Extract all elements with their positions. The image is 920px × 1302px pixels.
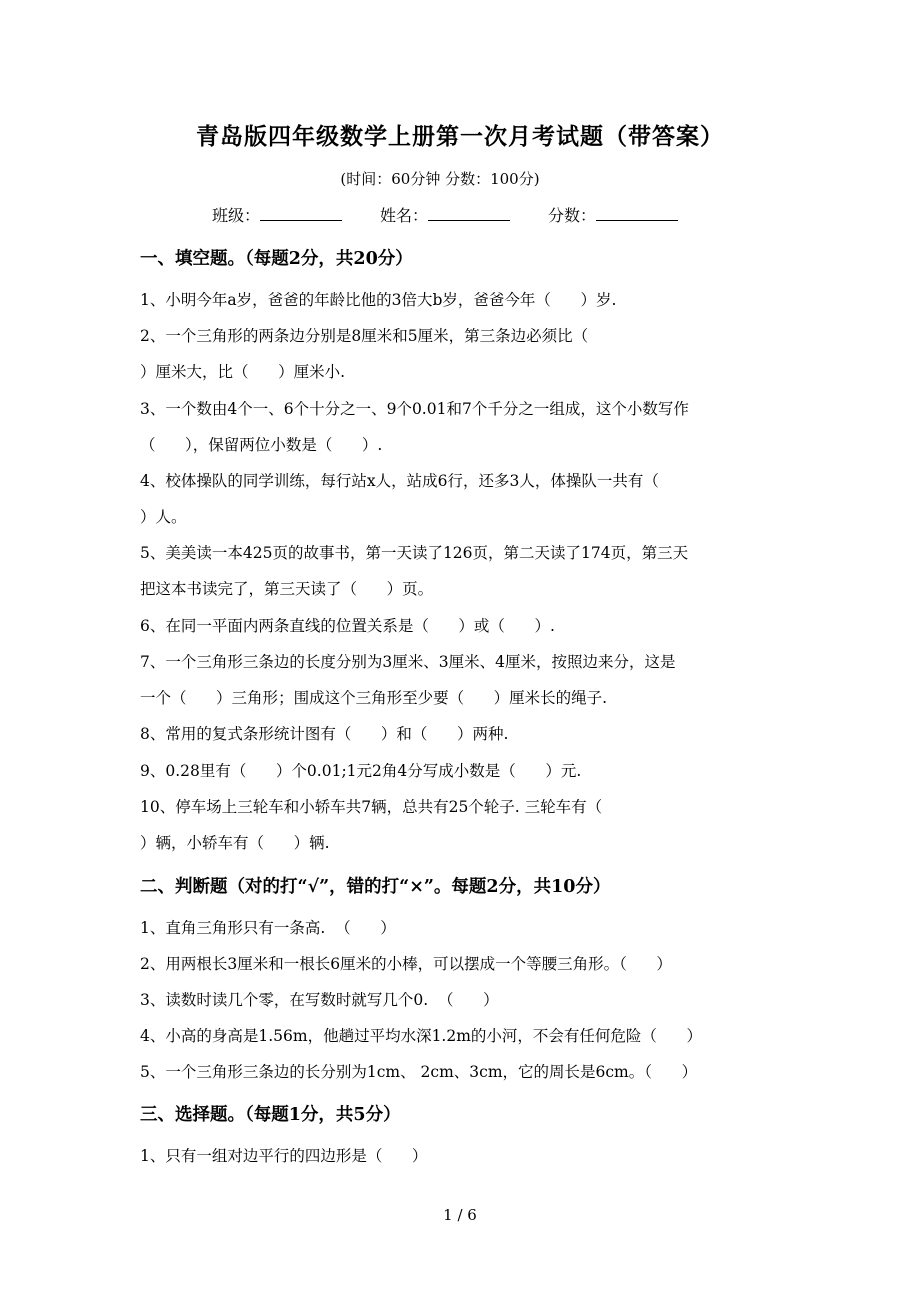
- question-line: （ ），保留两位小数是（ ）.: [140, 436, 383, 454]
- question-line: 4、校体操队的同学训练，每行站x人，站成6行，还多3人，体操队一共有（: [140, 472, 659, 490]
- question-line: 把这本书读完了，第三天读了（ ）页。: [140, 580, 434, 598]
- score-field: [548, 203, 678, 226]
- question-line: 3、读数时读几个零，在写数时就写几个0. （ ）: [140, 991, 499, 1009]
- question-line: 4、小高的身高是1.56m，他趟过平均水深1.2m的小河，不会有任何危险（ ）: [140, 1027, 702, 1045]
- score-blank: [596, 206, 678, 221]
- student-info-row: [212, 203, 716, 226]
- question-line: 10、停车场上三轮车和小轿车共7辆，总共有25个轮子. 三轮车有（: [140, 798, 603, 816]
- question-line: 3、一个数由4个一、6个十分之一、9个0.01和7个千分之一组成，这个小数写作: [140, 400, 689, 418]
- question-line: 1、小明今年a岁，爸爸的年龄比他的3倍大b岁，爸爸今年（ ）岁.: [140, 291, 617, 309]
- question-line: 5、一个三角形三条边的长分别为1cm、 2cm、3cm，它的周长是6cm。（ ）: [140, 1063, 698, 1081]
- section1-heading: 一、填空题。（每题2分，共20分）: [140, 249, 413, 269]
- question-line: ）人。: [140, 508, 187, 526]
- question-line: 2、用两根长3厘米和一根长6厘米的小棒，可以摆成一个等腰三角形。（ ）: [140, 955, 672, 973]
- class-label: 班级：: [212, 206, 261, 225]
- page-number: 1 / 6: [443, 1206, 477, 1224]
- question-line: 6、在同一平面内两条直线的位置关系是（ ）或（ ）.: [140, 617, 555, 635]
- question-line: 一个（ ）三角形；围成这个三角形至少要（ ）厘米长的绳子.: [140, 689, 608, 707]
- question-line: 8、常用的复式条形统计图有（ ）和（ ）两种.: [140, 725, 509, 743]
- exam-time-score: (时间：60分钟 分数：100分): [340, 170, 540, 188]
- question-line: 2、一个三角形的两条边分别是8厘米和5厘米，第三条边必须比（: [140, 327, 589, 345]
- question-line: 9、0.28里有（ ）个0.01;1元2角4分写成小数是（ ）元.: [140, 762, 582, 780]
- question-line: 1、直角三角形只有一条高. （ ）: [140, 919, 396, 937]
- class-field: [212, 203, 342, 226]
- section2-heading: 二、判断题（对的打“√”，错的打“×”。每题2分，共10分）: [140, 877, 611, 897]
- question-line: 5、美美读一本425页的故事书，第一天读了126页，第二天读了174页，第三天: [140, 544, 689, 562]
- question-line: 7、一个三角形三条边的长度分别为3厘米、3厘米、4厘米，按照边来分，这是: [140, 653, 676, 671]
- name-blank: [428, 206, 510, 221]
- page-title: 青岛版四年级数学上册第一次月考试题（带答案）: [196, 123, 724, 150]
- name-label: 姓名：: [380, 206, 429, 225]
- score-label: 分数：: [548, 206, 597, 225]
- question-line: ）辆，小轿车有（ ）辆.: [140, 834, 330, 852]
- section3-heading: 三、选择题。（每题1分，共5分）: [140, 1105, 401, 1125]
- name-field: [380, 203, 510, 226]
- class-blank: [260, 206, 342, 221]
- question-line: 1、只有一组对边平行的四边形是（ ）: [140, 1147, 428, 1165]
- question-line: ）厘米大，比（ ）厘米小.: [140, 363, 345, 381]
